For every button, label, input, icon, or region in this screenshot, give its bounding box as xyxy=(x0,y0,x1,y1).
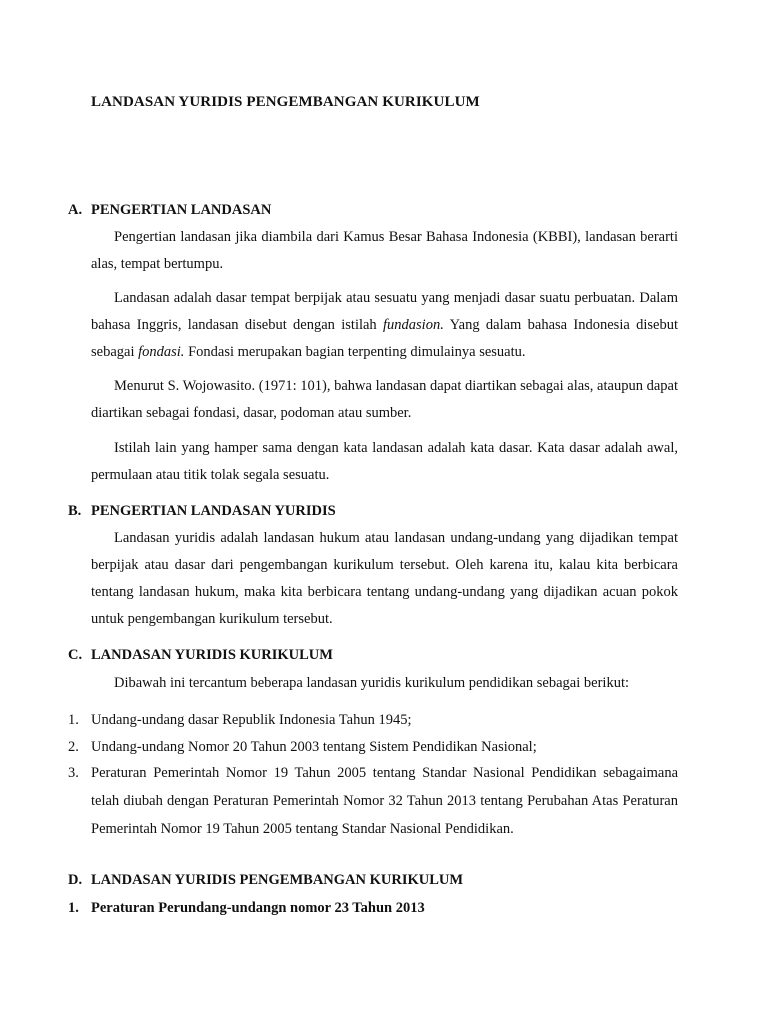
section-b-title: PENGERTIAN LANDASAN YURIDIS xyxy=(91,503,336,519)
list-item xyxy=(68,759,678,843)
list-item-number: 1. xyxy=(68,900,79,916)
list-item-number: 3. xyxy=(68,765,79,781)
paragraph-2-text-pre: Landasan adalah dasar tempat berpijak atau sesuatu yang menjadi dasar suatu perbuatan. Dalam bahasa Inggris, landasan disebut dengan istilah xyxy=(91,290,678,333)
section-b-letter: B. xyxy=(68,503,82,519)
list-item xyxy=(68,733,678,761)
section-d-letter: D. xyxy=(68,872,83,888)
list-item-text: Undang-undang dasar Republik Indonesia Tahun 1945; xyxy=(91,712,412,728)
section-a-title: PENGERTIAN LANDASAN xyxy=(91,202,272,218)
paragraph-2-italic-fondasi: fondasi. xyxy=(138,344,185,360)
list-item-text: Peraturan Pemerintah Nomor 19 Tahun 2005 tentang Standar Nasional Pendidikan sebagaimana telah diubah dengan Peraturan Pemerintah Nomor 32 Tahun 2013 tentang Perubahan Atas Peraturan Pemerintah Nomor 19 Tahun 2005 tentang Standar Nasional Pendidikan. xyxy=(91,765,678,837)
section-a-paragraph-4: Istilah lain yang hamper sama dengan kata landasan adalah kata dasar. Kata dasar adalah awal, permulaan atau titik tolak segala sesuatu. xyxy=(91,440,678,483)
section-a-paragraph-3: Menurut S. Wojowasito. (1971: 101), bahwa landasan dapat diartikan sebagai alas, ataupun dapat diartikan sebagai fondasi, dasar, podoman atau sumber. xyxy=(91,378,678,421)
section-a-paragraph-2 xyxy=(91,285,678,366)
section-b-heading xyxy=(68,503,336,520)
list-item-text: Undang-undang Nomor 20 Tahun 2003 tentang Sistem Pendidikan Nasional; xyxy=(91,739,537,755)
paragraph-2-text-post: Fondasi merupakan bagian terpenting dimulainya sesuatu. xyxy=(184,344,526,360)
section-b-paragraph-1: Landasan yuridis adalah landasan hukum atau landasan undang-undang yang dijadikan tempat berpijak atau dasar dari pengembangan kurikulum tersebut. Oleh karena itu, kalau kita berbicara tentang landasan hukum, maka kita berbicara tentang undang-undang yang dijadikan acuan pokok untuk pengembangan kurikulum tersebut. xyxy=(91,530,678,627)
list-item-number: 1. xyxy=(68,712,79,728)
section-d-heading xyxy=(68,872,463,889)
section-a-paragraph-1: Pengertian landasan jika diambila dari Kamus Besar Bahasa Indonesia (KBBI), landasan berarti alas, tempat bertumpu. xyxy=(91,229,678,272)
section-c-paragraph-1: Dibawah ini tercantum beberapa landasan yuridis kurikulum pendidikan sebagai berikut: xyxy=(114,675,629,691)
document-title: LANDASAN YURIDIS PENGEMBANGAN KURIKULUM xyxy=(91,94,480,110)
list-item xyxy=(68,706,678,734)
section-c-heading xyxy=(68,647,333,664)
section-a-heading xyxy=(68,202,271,219)
section-d-title: LANDASAN YURIDIS PENGEMBANGAN KURIKULUM xyxy=(91,872,464,888)
list-item-text: Peraturan Perundang-undangn nomor 23 Tahun 2013 xyxy=(91,900,425,916)
paragraph-2-text-mid: Yang dalam bahasa Indonesia disebut sebagai xyxy=(91,317,678,360)
section-c-letter: C. xyxy=(68,647,83,663)
list-item xyxy=(68,894,678,922)
section-c-title: LANDASAN YURIDIS KURIKULUM xyxy=(91,647,333,663)
section-a-letter: A. xyxy=(68,202,83,218)
paragraph-2-italic-fundasion: fundasion. xyxy=(383,317,444,333)
list-item-number: 2. xyxy=(68,739,79,755)
